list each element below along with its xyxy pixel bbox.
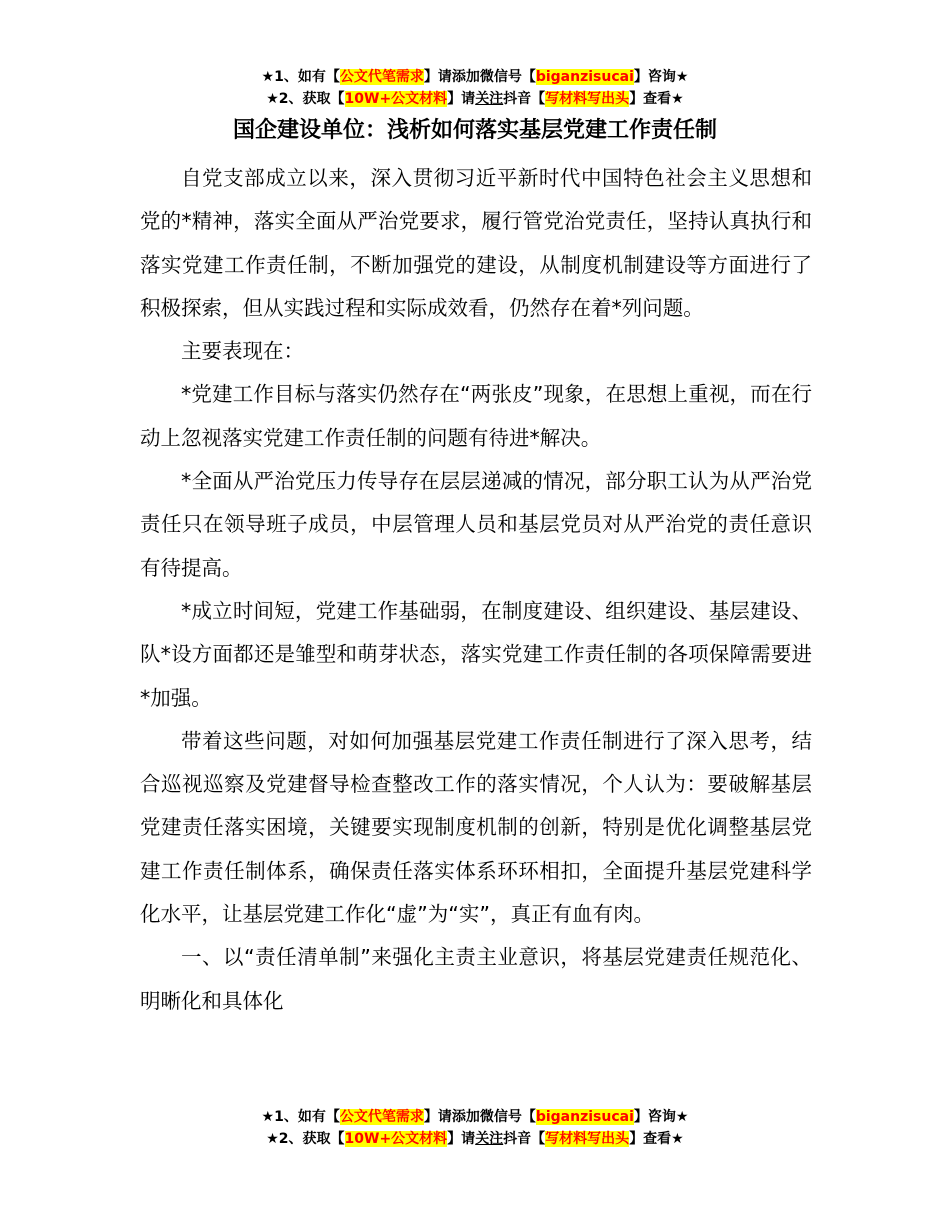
body-paragraph: 主要表现在：	[181, 339, 304, 364]
footer-promo-line-2	[0, 1128, 950, 1150]
promo-text: 】查看★	[629, 1131, 684, 1147]
body-paragraph: 带着这些问题，对如何加强基层党建工作责任制进行了深入思考，结合巡视巡察及党建督导检查整改工作的落实情况，个人认为：要破解基层党建责任落实困境，关键要实现制度机制的创新，特别是优化调整基层党建工作责任制体系，确保责任落实体系环环相扣，全面提升基层党建科学化水平，让基层党建工作化“虚”为“实”，真正有血有肉。	[140, 728, 812, 927]
document-title: 国企建设单位：浅析如何落实基层党建工作责任制	[232, 118, 717, 143]
header-promo-banner	[0, 66, 950, 110]
promo-text: 】查看★	[629, 91, 684, 107]
body-paragraph: *党建工作目标与落实仍然存在“两张皮”现象，在思想上重视，而在行动上忽视落实党建工作责任制的问题有待进*解决。	[140, 382, 812, 450]
header-promo-line-1	[0, 66, 950, 88]
promo-emphasis: 关注	[475, 1131, 504, 1147]
promo-highlight: 10W+公文材料	[344, 1131, 448, 1147]
promo-highlight: 公文代笔需求	[339, 1109, 424, 1125]
promo-emphasis: 添加	[451, 69, 480, 85]
document-body	[140, 157, 812, 1023]
promo-highlight: 公文代笔需求	[339, 69, 424, 85]
promo-emphasis: 关注	[475, 91, 504, 107]
header-promo-line-2	[0, 88, 950, 110]
promo-text: 抖音【	[503, 1131, 546, 1147]
promo-text: 抖音【	[503, 91, 546, 107]
promo-text: 】请	[447, 1131, 476, 1147]
body-paragraph: *全面从严治党压力传导存在层层递减的情况，部分职工认为从严治党责任只在领导班子成员，中层管理人员和基层党员对从严治党的责任意识有待提高。	[140, 469, 812, 580]
promo-text: ★1、如有【	[261, 1109, 340, 1125]
promo-text: 】请	[423, 1109, 452, 1125]
promo-text: 微信号【	[479, 1109, 536, 1125]
promo-douyin-id: 写材料写出头	[545, 91, 630, 107]
promo-text: ★2、获取【	[266, 91, 345, 107]
body-paragraph: *成立时间短，党建工作基础弱，在制度建设、组织建设、基层建设、队*设方面都还是雏型和萌芽状态，落实党建工作责任制的各项保障需要进*加强。	[140, 598, 812, 710]
footer-promo-line-1	[0, 1106, 950, 1128]
promo-text: 】咨询★	[633, 69, 689, 85]
promo-emphasis: 添加	[451, 1109, 480, 1125]
footer-promo-banner	[0, 1106, 950, 1150]
promo-text: ★1、如有【	[261, 69, 340, 85]
promo-text: 】咨询★	[633, 1109, 689, 1125]
promo-highlight: 10W+公文材料	[344, 91, 448, 107]
promo-text: 】请	[423, 69, 452, 85]
promo-text: 】请	[447, 91, 476, 107]
section-heading: 一、以“责任清单制”来强化主责主业意识，将基层党建责任规范化、明晰化和具体化	[140, 945, 812, 1013]
body-paragraph: 自党支部成立以来，深入贯彻习近平新时代中国特色社会主义思想和党的*精神，落实全面从严治党要求，履行管党治党责任，坚持认真执行和落实党建工作责任制，不断加强党的建设，从制度机制建设等方面进行了积极探索，但从实践过程和实际成效看，仍然存在着*列问题。	[140, 166, 812, 320]
promo-text: 微信号【	[479, 69, 536, 85]
promo-douyin-id: 写材料写出头	[545, 1131, 630, 1147]
promo-wechat-id: biganzisucai	[535, 69, 634, 85]
promo-wechat-id: biganzisucai	[535, 1109, 634, 1125]
promo-text: ★2、获取【	[266, 1131, 345, 1147]
